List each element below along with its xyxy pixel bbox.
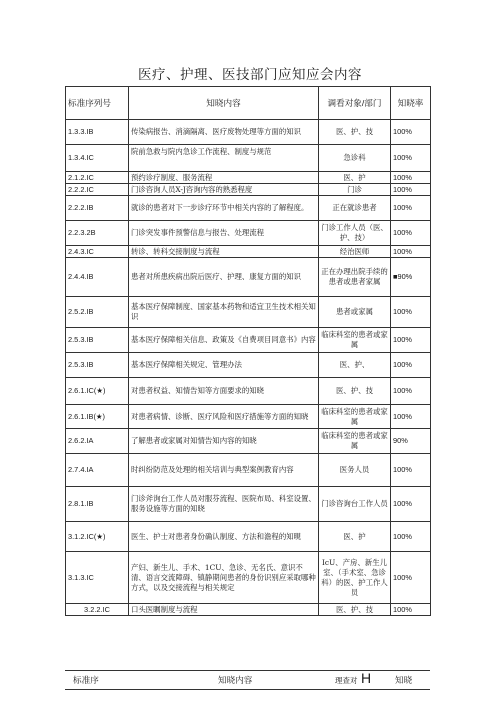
row-target: 患者或家属 bbox=[319, 297, 391, 328]
row-content: 转诊、转科交接制度与流程 bbox=[129, 246, 319, 258]
row-standard-id: 2.2.2.IB bbox=[66, 196, 129, 221]
row-standard-id: 2.1.2.IC bbox=[66, 172, 129, 184]
table-row bbox=[66, 454, 431, 487]
table-row bbox=[66, 196, 431, 221]
table-row bbox=[66, 487, 431, 522]
row-target: IcU、产房、新生儿室、（手术室、急诊科）的医、护工作人员 bbox=[319, 552, 391, 604]
row-target: 急诊科 bbox=[319, 145, 391, 172]
header-target: 调看对象/部门 bbox=[319, 87, 391, 120]
row-content: 门诊突发事件预警信息与报告、处理流程 bbox=[129, 221, 319, 246]
table-row bbox=[66, 246, 431, 258]
row-content: 医生、护士对患者身份确认制度、方法和澹程的知晛 bbox=[129, 522, 319, 552]
table-row bbox=[66, 405, 431, 429]
row-target: 临床科室的患者或家属 bbox=[319, 429, 391, 454]
header-content: 知晓内容 bbox=[129, 87, 319, 120]
row-standard-id: 3.1.2.IC(★) bbox=[66, 522, 129, 552]
row-standard-id: 2.6.1.IB(★) bbox=[66, 405, 129, 429]
row-standard-id: 2.4.3.IC bbox=[66, 246, 129, 258]
row-standard-id: 2.5.3.IB bbox=[66, 328, 129, 353]
row-standard-id: 2.2.3.2B bbox=[66, 221, 129, 246]
row-rate: 100% bbox=[391, 454, 431, 487]
row-rate: 100% bbox=[391, 522, 431, 552]
row-rate: 100% bbox=[391, 328, 431, 353]
row-standard-id: 1.3.3.IB bbox=[66, 120, 129, 145]
row-content: 对患者权益、知情告知等方面要求的知晓 bbox=[129, 378, 319, 405]
row-rate: 100% bbox=[391, 378, 431, 405]
row-rate: 100% bbox=[391, 246, 431, 258]
row-content: 预约诊疗制度、服务流程 bbox=[129, 172, 319, 184]
row-rate: 100% bbox=[391, 297, 431, 328]
table-row bbox=[66, 522, 431, 552]
table-row bbox=[66, 297, 431, 328]
row-standard-id: 2.7.4.IA bbox=[66, 454, 129, 487]
row-standard-id: 3.2.2.IC bbox=[66, 604, 129, 616]
row-rate: 100% bbox=[391, 405, 431, 429]
row-rate: 100% bbox=[391, 184, 431, 196]
row-content: 就诊的患者对下一步诊疗环节中相关内容的了解程度。 bbox=[129, 196, 319, 221]
row-content: 了解患者或家属对知情告知内容的知晓 bbox=[129, 429, 319, 454]
table-row bbox=[66, 172, 431, 184]
footer-content: 知晓内容 bbox=[218, 675, 253, 685]
row-target: 医务人员 bbox=[319, 454, 391, 487]
row-target: 医、护 bbox=[319, 172, 391, 184]
table-row bbox=[66, 145, 431, 172]
table-row bbox=[66, 221, 431, 246]
row-standard-id: 1.3.4.IC bbox=[66, 145, 129, 172]
row-target: 医、护 bbox=[319, 522, 391, 552]
row-rate: 100% bbox=[391, 196, 431, 221]
table-header-row bbox=[66, 87, 431, 120]
row-content: 基本医疗保障制度、国家基本药物和适宜卫生技术相关知识 bbox=[129, 297, 319, 328]
row-target: 医、护、 bbox=[319, 353, 391, 378]
row-content: 院前急救与院内急诊工作流程、制度与规范 bbox=[129, 145, 319, 172]
row-rate: 100% bbox=[391, 120, 431, 145]
table-row bbox=[66, 378, 431, 405]
row-rate: 90% bbox=[391, 429, 431, 454]
table-row bbox=[66, 429, 431, 454]
row-standard-id: 2.4.4.IB bbox=[66, 258, 129, 297]
row-target: 医、护、技 bbox=[319, 604, 391, 616]
row-target: 门诊 bbox=[319, 184, 391, 196]
row-target: 临床科室的患者或家属 bbox=[319, 405, 391, 429]
footer-standard-id: 标准序 bbox=[73, 675, 99, 685]
row-content: 时纠纷防范及处理的相关培训与典型案例教育内容 bbox=[129, 454, 319, 487]
row-target: 门诊工作人员（医、护、技） bbox=[319, 221, 391, 246]
row-target: 经治医师 bbox=[319, 246, 391, 258]
table-row bbox=[66, 328, 431, 353]
page-title: 医疗、护理、医技部门应知应会内容 bbox=[138, 67, 362, 83]
table-row bbox=[66, 552, 431, 604]
row-target: 正在办理出院手续的患者或患者家属 bbox=[319, 258, 391, 297]
row-target: 医、护、技 bbox=[319, 378, 391, 405]
row-rate: 100% bbox=[391, 172, 431, 184]
row-target: 临床科室的患者或家属 bbox=[319, 328, 391, 353]
row-content: 基本医疗保障相关信息、政策及《自费项目同意书》内容 bbox=[129, 328, 319, 353]
row-standard-id: 2.5.2.IB bbox=[66, 297, 129, 328]
row-rate: ■90% bbox=[391, 258, 431, 297]
footer-rate: 知晓 bbox=[395, 675, 413, 685]
row-content: 门诊咨询人员X-J咨询内容的熟悉程度 bbox=[129, 184, 319, 196]
row-rate: 100% bbox=[391, 604, 431, 616]
row-rate: 100% bbox=[391, 353, 431, 378]
row-content: 对患者病情、诊断、医疗风险和医疗措施等方面的知晓 bbox=[129, 405, 319, 429]
row-standard-id: 2.8.1.IB bbox=[66, 487, 129, 522]
row-rate: 100% bbox=[391, 221, 431, 246]
row-content: 门诊斧询台工作人员对服芬流程、医院布局、科室设置、服务设施等方面的知晓 bbox=[129, 487, 319, 522]
header-standard-id: 标准序列号 bbox=[66, 87, 129, 120]
table-row bbox=[66, 258, 431, 297]
row-target: 医、护、技 bbox=[319, 120, 391, 145]
row-standard-id: 2.5.3.IB bbox=[66, 353, 129, 378]
row-rate: 100% bbox=[391, 552, 431, 604]
footer-target-glyph: H bbox=[361, 670, 372, 686]
row-content: 基本医疗保障相关规定、管理办法 bbox=[129, 353, 319, 378]
table-row bbox=[66, 120, 431, 145]
footer-target: 理查对 bbox=[335, 676, 358, 685]
header-rate: 知晓率 bbox=[391, 87, 431, 120]
knowledge-table bbox=[65, 86, 431, 616]
row-standard-id: 2.2.2.IC bbox=[66, 184, 129, 196]
row-content: 口头医瞩制度与流程 bbox=[129, 604, 319, 616]
row-target: 门诊咨询台工作人员 bbox=[319, 487, 391, 522]
repeated-header-fragment bbox=[65, 670, 430, 690]
row-standard-id: 2.6.2.IA bbox=[66, 429, 129, 454]
row-content: 产妇、新生儿、手术、1CU、急诊、无名氏、意识不清、语言交流障碍、镇静期间患者的身份识别应采取哪种方式，以及交接流程与相关规定 bbox=[129, 552, 319, 604]
table-row bbox=[66, 604, 431, 616]
row-standard-id: 2.6.1.IC(★) bbox=[66, 378, 129, 405]
table-row bbox=[66, 184, 431, 196]
table-row bbox=[66, 353, 431, 378]
row-rate: 100% bbox=[391, 487, 431, 522]
row-rate: 100% bbox=[391, 145, 431, 172]
row-target: 正在就诊患者 bbox=[319, 196, 391, 221]
row-content: 患者对所患疾病出院后医疗、护理、康复方面的知识 bbox=[129, 258, 319, 297]
row-standard-id: 3.1.3.IC bbox=[66, 552, 129, 604]
row-content: 传染病报告、消滴隔离、医疗废物处理等方面的知识 bbox=[129, 120, 319, 145]
